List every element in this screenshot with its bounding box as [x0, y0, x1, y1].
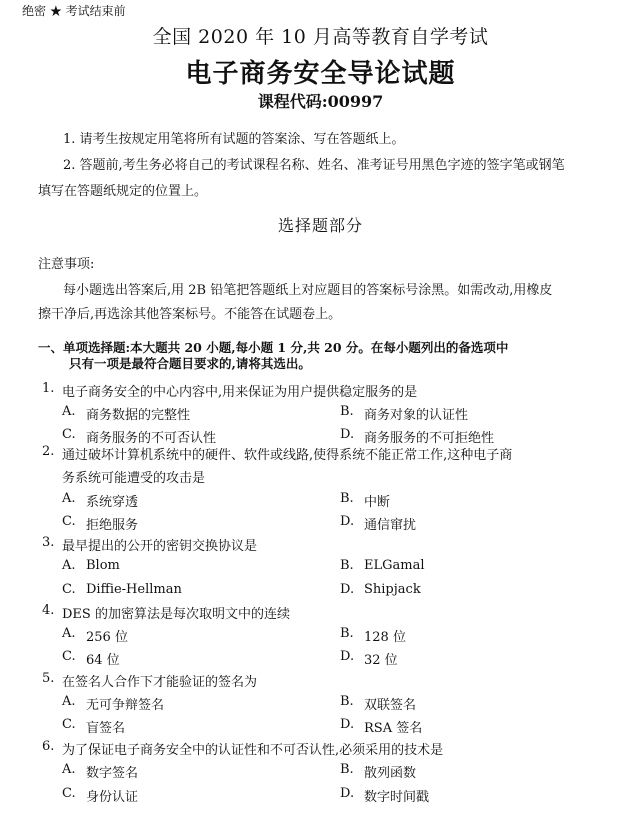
option-label: B.	[340, 762, 354, 777]
option-text: 商务对象的认证性	[364, 408, 469, 423]
option-label: B.	[340, 558, 354, 573]
option-label: C.	[62, 582, 76, 597]
option-label: D.	[340, 717, 355, 732]
exam-name: 全国 2020 年 10 月高等教育自学考试	[152, 26, 489, 48]
option-text: 商务数据的完整性	[86, 408, 191, 423]
option-label: D.	[340, 514, 355, 529]
option-text: 拒绝服务	[86, 518, 139, 533]
option-label: A.	[62, 491, 76, 506]
question-number: 2.	[42, 444, 55, 459]
option-text: Shipjack	[364, 582, 421, 597]
option-text: 通信窜扰	[364, 518, 417, 533]
question-stem: 通过破坏计算机系统中的硬件、软件或线路,使得系统不能正常工作,这种电子商	[62, 448, 513, 463]
option-label: D.	[340, 582, 355, 597]
option-text: 商务服务的不可否认性	[86, 431, 217, 446]
option-text: 256 位	[86, 630, 128, 645]
option-text: Diffie-Hellman	[86, 582, 182, 597]
option-text: 数字时间戳	[364, 790, 430, 805]
notes-line-1: 每小题选出答案后,用 2B 铅笔把答题纸上对应题目的答案标号涂黑。如需改动,用橡皮	[63, 283, 553, 298]
question-stem: 为了保证电子商务安全中的认证性和不可否认性,必须采用的技术是	[62, 743, 444, 758]
notes-heading: 注意事项:	[38, 257, 95, 272]
question-stem: 最早提出的公开的密钥交换协议是	[62, 539, 258, 554]
question-stem: DES 的加密算法是每次取明文中的连续	[62, 607, 290, 622]
option-label: C.	[62, 786, 76, 801]
option-text: 系统穿透	[86, 495, 139, 510]
option-label: D.	[340, 649, 355, 664]
option-label: C.	[62, 649, 76, 664]
option-text: Blom	[86, 558, 120, 573]
section-title: 选择题部分	[277, 216, 363, 235]
instruction-2-line-1: 2. 答题前,考生务必将自己的考试课程名称、姓名、准考证号用黑色字迹的签字笔或钢笔	[63, 158, 565, 173]
option-text: 中断	[364, 495, 391, 510]
question-number: 1.	[42, 381, 55, 396]
question-number: 5.	[42, 671, 55, 686]
notes-line-2: 擦干净后,再选涂其他答案标号。不能答在试题卷上。	[38, 307, 342, 322]
option-text: 散列函数	[364, 766, 417, 781]
part-heading-line-1: 一、单项选择题:本大题共 20 小题,每小题 1 分,共 20 分。在每小题列出的备选项中	[38, 340, 509, 355]
option-label: C.	[62, 717, 76, 732]
option-text: 身份认证	[86, 790, 139, 805]
option-text: 64 位	[86, 653, 120, 668]
option-text: 双联签名	[364, 698, 417, 713]
option-label: B.	[340, 404, 354, 419]
instruction-2-line-2: 填写在答题纸规定的位置上。	[38, 184, 208, 199]
option-text: 数字签名	[86, 766, 139, 781]
confidential-notice: 绝密 ★ 考试结束前	[22, 4, 126, 18]
option-text: 无可争辩签名	[86, 698, 165, 713]
option-label: C.	[62, 427, 76, 442]
option-label: D.	[340, 786, 355, 801]
option-label: A.	[62, 558, 76, 573]
question-stem: 务系统可能遭受的攻击是	[62, 471, 206, 486]
option-text: 128 位	[364, 630, 406, 645]
option-text: 32 位	[364, 653, 398, 668]
question-number: 3.	[42, 535, 55, 550]
question-number: 6.	[42, 739, 55, 754]
part-heading-line-2: 只有一项是最符合题目要求的,请将其选出。	[69, 356, 311, 371]
instruction-1: 1. 请考生按规定用笔将所有试题的答案涂、写在答题纸上。	[63, 132, 405, 147]
option-text: 商务服务的不可拒绝性	[364, 431, 495, 446]
option-label: B.	[340, 694, 354, 709]
option-label: A.	[62, 626, 76, 641]
paper-title: 电子商务安全导论试题	[185, 59, 456, 89]
option-label: A.	[62, 404, 76, 419]
course-code: 课程代码:00997	[257, 92, 384, 111]
option-label: C.	[62, 514, 76, 529]
option-text: 盲签名	[86, 721, 126, 736]
question-stem: 在签名人合作下才能验证的签名为	[62, 675, 258, 690]
question-number: 4.	[42, 603, 55, 618]
option-label: B.	[340, 626, 354, 641]
option-label: A.	[62, 762, 76, 777]
option-label: A.	[62, 694, 76, 709]
option-label: D.	[340, 427, 355, 442]
option-label: B.	[340, 491, 354, 506]
question-stem: 电子商务安全的中心内容中,用来保证为用户提供稳定服务的是	[62, 385, 418, 400]
option-text: ELGamal	[364, 558, 425, 573]
option-text: RSA 签名	[364, 721, 423, 736]
